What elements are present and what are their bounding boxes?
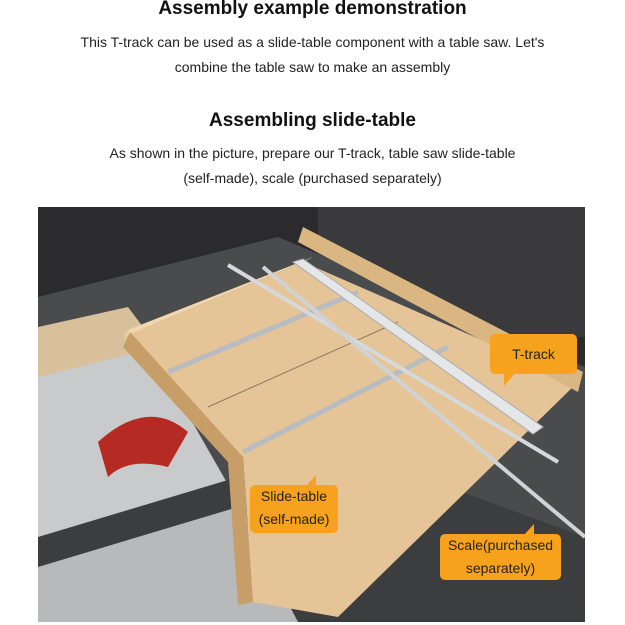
section2-body-line1: As shown in the picture, prepare our T-track, table saw slide-table	[109, 145, 516, 161]
section-title-assembly: Assembly example demonstration	[158, 0, 467, 19]
label-slide-table-line1: Slide-table	[260, 488, 328, 504]
label-slide-table-line2: (self-made)	[258, 511, 330, 527]
label-slide-table	[250, 485, 338, 533]
label-t-track	[490, 334, 577, 374]
section-body-line2: combine the table saw to make an assembly	[174, 59, 451, 75]
section-body-line1: This T-track can be used as a slide-table component with a table saw. Let's	[80, 34, 545, 50]
section-title-slide-table: Assembling slide-table	[209, 110, 416, 131]
section2-body-line2: (self-made), scale (purchased separately)	[183, 170, 442, 186]
label-scale	[440, 534, 561, 580]
label-scale-line1: Scale(purchased	[447, 537, 554, 553]
label-scale-line2: separately)	[465, 560, 536, 576]
label-t-track-text: T-track	[512, 346, 555, 362]
